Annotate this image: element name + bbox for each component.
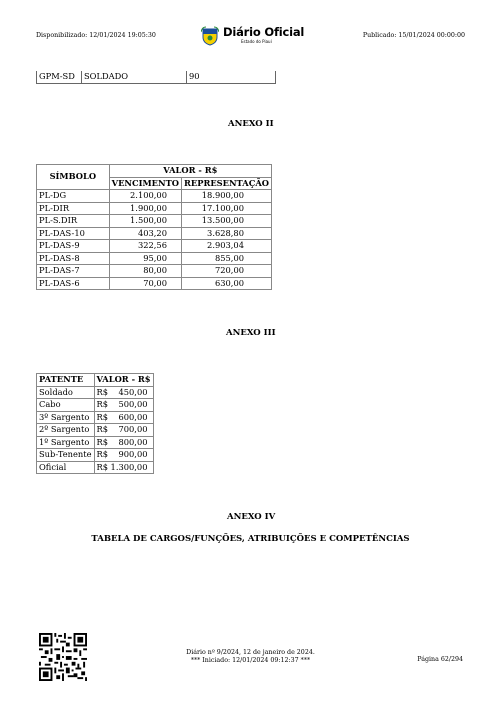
- table-row: [37, 399, 154, 412]
- column-header-rank: PATENTE: [37, 374, 95, 387]
- currency-symbol: R$: [96, 449, 109, 459]
- table-cell: [94, 449, 153, 462]
- table-cell: PL-DG: [37, 190, 110, 203]
- state-crest-icon: [201, 26, 219, 46]
- table-cell: PL-DAS-9: [37, 240, 110, 253]
- amount: 800,00: [118, 436, 148, 447]
- table-cell: 1º Sargento: [37, 436, 95, 449]
- column-header-salary: VENCIMENTO: [109, 177, 181, 190]
- annex-2-title: ANEXO II: [228, 119, 274, 129]
- table-cell: [94, 461, 153, 474]
- logo-title: Diário Oficial: [223, 25, 305, 39]
- footer-issue-line: Diário nº 9/2024, 12 de janeiro de 2024.: [186, 649, 315, 656]
- table-cell: Oficial: [37, 461, 95, 474]
- table-header-row: [37, 165, 272, 178]
- annex-3-table: [36, 373, 154, 474]
- table-row: [37, 277, 272, 290]
- table-cell: 13.500,00: [181, 215, 271, 228]
- table-cell: 403,20: [109, 227, 181, 240]
- table-cell: 2.100,00: [109, 190, 181, 203]
- table-header-row: [37, 374, 154, 387]
- table-cell: 80,00: [109, 265, 181, 278]
- table-cell: Sub-Tenente: [37, 449, 95, 462]
- currency-symbol: R$: [96, 461, 109, 472]
- amount: 700,00: [118, 424, 148, 434]
- currency-symbol: R$: [96, 436, 109, 447]
- table-cell: 90: [187, 71, 276, 83]
- currency-symbol: R$: [96, 411, 109, 422]
- table-row: [37, 215, 272, 228]
- annex-4-title: ANEXO IV: [227, 512, 276, 522]
- table-cell: 70,00: [109, 277, 181, 290]
- table-cell: 1.500,00: [109, 215, 181, 228]
- table-cell: Soldado: [37, 386, 95, 399]
- annex-4-subtitle: TABELA DE CARGOS/FUNÇÕES, ATRIBUIÇÕES E COMPETÊNCIAS: [91, 534, 410, 544]
- table-cell: 720,00: [181, 265, 271, 278]
- page-header: [0, 26, 501, 48]
- table-cell: PL-DAS-8: [37, 252, 110, 265]
- amount: 600,00: [118, 411, 148, 422]
- amount: 450,00: [118, 386, 148, 397]
- table-row: [37, 71, 276, 83]
- annex-3-title: ANEXO III: [226, 328, 276, 338]
- column-header-value: VALOR - R$: [94, 374, 153, 387]
- table-cell: PL-DAS-10: [37, 227, 110, 240]
- table-cell: 18.900,00: [181, 190, 271, 203]
- diario-oficial-logo: [201, 25, 305, 46]
- table-cell: [94, 386, 153, 399]
- table-cell: 2.903,04: [181, 240, 271, 253]
- amount: 900,00: [118, 449, 148, 459]
- logo-subtitle: Estado do Piauí: [241, 39, 272, 44]
- column-header-representation: REPRESENTAÇÃO: [181, 177, 271, 190]
- table-row: [37, 449, 154, 462]
- table-row: [37, 386, 154, 399]
- table-cell: PL-DAS-7: [37, 265, 110, 278]
- previous-table-last-row: [36, 71, 276, 84]
- table-row: [37, 240, 272, 253]
- table-cell: SOLDADO: [82, 71, 187, 83]
- table-cell: PL-DAS-6: [37, 277, 110, 290]
- column-header-symbol: SÍMBOLO: [37, 165, 110, 190]
- table-row: [37, 252, 272, 265]
- amount: 500,00: [118, 399, 148, 409]
- table-cell: [94, 399, 153, 412]
- table-cell: PL-S.DIR: [37, 215, 110, 228]
- table-row: [37, 411, 154, 424]
- amount: 1.300,00: [110, 461, 148, 472]
- annex-2-table: [36, 164, 272, 290]
- table-cell: 95,00: [109, 252, 181, 265]
- table-cell: PL-DIR: [37, 202, 110, 215]
- table-cell: Cabo: [37, 399, 95, 412]
- table-cell: 2º Sargento: [37, 424, 95, 437]
- availability-date: Disponibilizado: 12/01/2024 19:05:30: [36, 32, 156, 39]
- table-cell: [94, 424, 153, 437]
- currency-symbol: R$: [96, 399, 109, 409]
- table-row: [37, 461, 154, 474]
- table-row: [37, 190, 272, 203]
- table-cell: GPM-SD: [37, 71, 82, 83]
- table-cell: 1.900,00: [109, 202, 181, 215]
- table-cell: 322,56: [109, 240, 181, 253]
- table-row: [37, 265, 272, 278]
- table-cell: [94, 436, 153, 449]
- table-cell: 630,00: [181, 277, 271, 290]
- publication-date: Publicado: 15/01/2024 00:00:00: [362, 32, 465, 39]
- table-cell: 17.100,00: [181, 202, 271, 215]
- footer-started-line: *** Iniciado: 12/01/2024 09:12:37 ***: [190, 657, 311, 664]
- table-cell: 3.628,80: [181, 227, 271, 240]
- currency-symbol: R$: [96, 424, 109, 434]
- table-row: [37, 202, 272, 215]
- table-cell: 3º Sargento: [37, 411, 95, 424]
- table-cell: 855,00: [181, 252, 271, 265]
- table-cell: [94, 411, 153, 424]
- table-row: [37, 227, 272, 240]
- column-header-value: VALOR - R$: [109, 165, 271, 178]
- page-number: Página 62/294: [417, 656, 463, 663]
- table-row: [37, 424, 154, 437]
- table-row: [37, 436, 154, 449]
- currency-symbol: R$: [96, 386, 109, 397]
